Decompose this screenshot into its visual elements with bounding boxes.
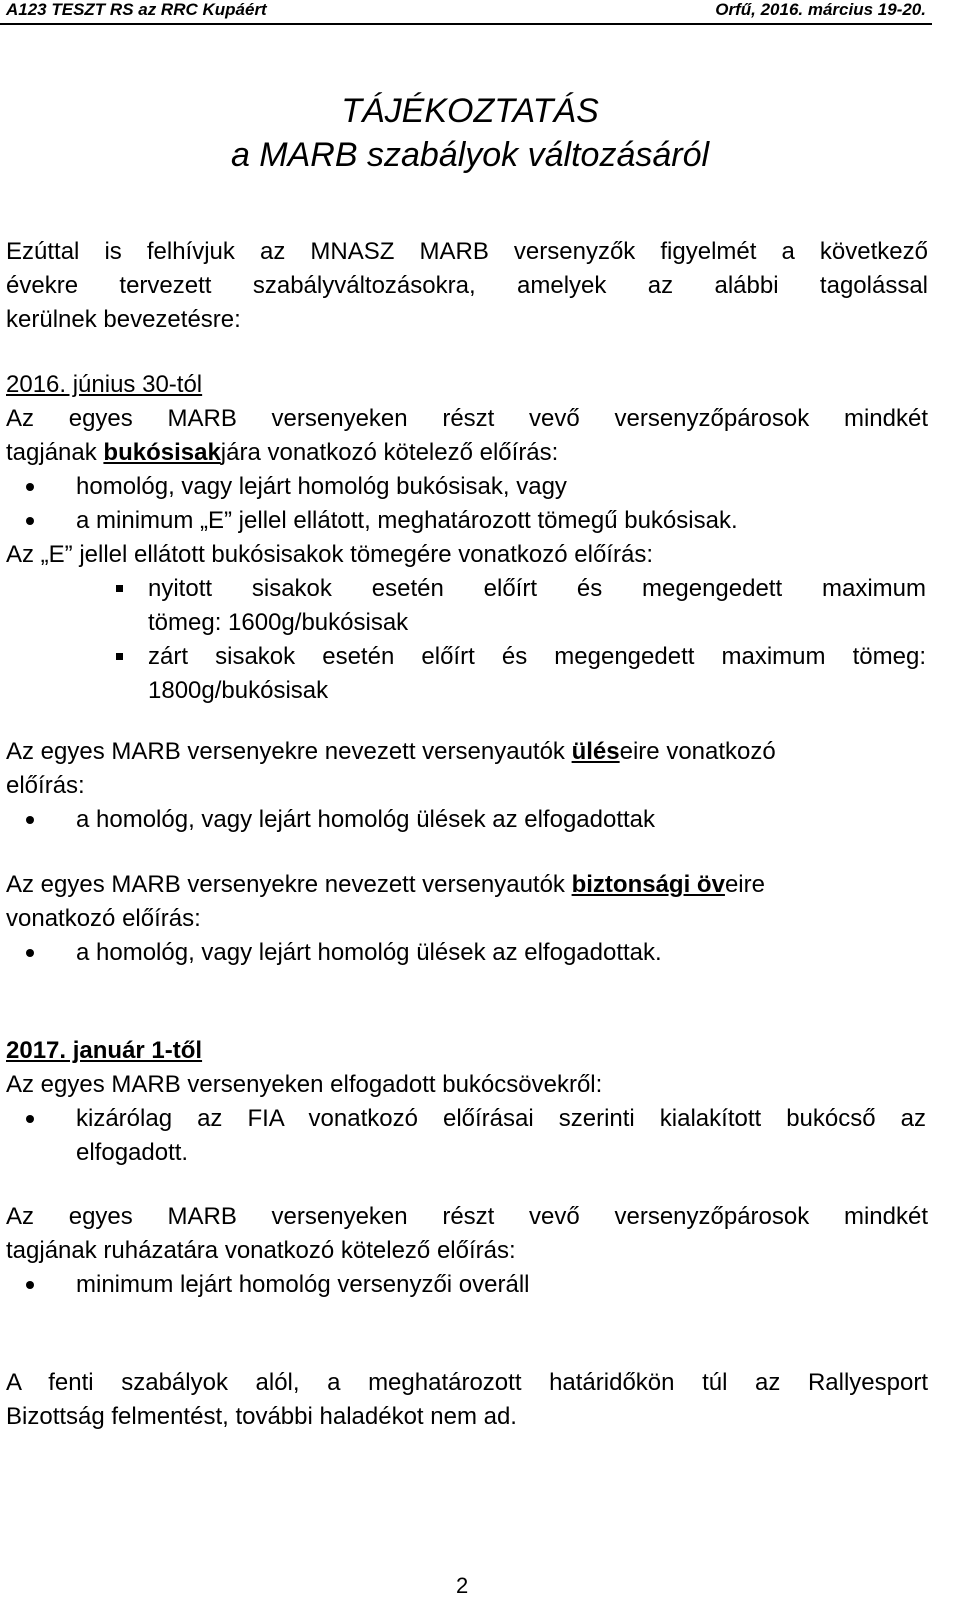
seats-line-1 [6, 735, 928, 769]
rollcage-intro: Az egyes MARB versenyeken elfogadott bukócsövekről: [6, 1071, 603, 1098]
intro-line-1 [6, 235, 928, 269]
seats-rule-paragraph [6, 735, 928, 803]
bullet-icon [26, 517, 34, 525]
intro-paragraph [6, 235, 928, 337]
seats-text: eire vonatkozó [619, 738, 776, 765]
bullet-icon [26, 816, 34, 824]
document-title: TÁJÉKOZTATÁS [341, 92, 599, 130]
list-item-text: homológ, vagy lejárt homológ bukósisak, vagy [76, 473, 567, 500]
list-item [76, 1268, 530, 1302]
section-heading: 2017. január 1-től [6, 1037, 203, 1064]
seats-text: Az egyes MARB versenyekre nevezett versenyautók [6, 738, 572, 765]
intro-line-2 [6, 269, 928, 303]
list-item [148, 640, 926, 708]
list-item-text: a homológ, vagy lejárt homológ ülések az elfogadottak [76, 806, 656, 833]
header-date-location: Orfű, 2016. március 19-20. [715, 0, 926, 19]
list-item-text: a minimum „E” jellel ellátott, meghatározott tömegű bukósisak. [76, 507, 738, 534]
closing-line-2: Bizottság felmentést, további haladékot nem ad. [6, 1403, 517, 1430]
intro-text: évekre tervezett szabályváltozásokra, amelyek az alábbi tagolással [6, 272, 928, 299]
list-item-text: tömeg: 1600g/bukósisak [148, 609, 409, 636]
square-bullet-icon [116, 585, 123, 592]
list-item-text: kizárólag az FIA vonatkozó előírásai szerinti kialakított bukócső az [76, 1105, 926, 1132]
helmet-line-1: Az egyes MARB versenyeken részt vevő versenyzőpárosok mindkét [6, 405, 928, 432]
intro-text: Ezúttal is felhívjuk az MNASZ MARB versenyzők figyelmét a következő [6, 238, 928, 265]
list-item-text: 1800g/bukósisak [148, 677, 329, 704]
seats-line-2: előírás: [6, 772, 85, 799]
list-item [76, 470, 567, 504]
list-item-text: minimum lejárt homológ versenyzői overáll [76, 1271, 530, 1298]
list-item [76, 803, 655, 837]
section-2016-heading [6, 368, 928, 402]
list-item-text: a homológ, vagy lejárt homológ ülések az elfogadottak. [76, 939, 662, 966]
section-2017-heading [6, 1034, 928, 1068]
helmet-text: tagjának [6, 439, 104, 466]
header-event-title: A123 TESZT RS az RRC Kupáért [6, 0, 267, 19]
belts-text: eire [724, 871, 765, 898]
closing-paragraph [6, 1366, 928, 1434]
page-number: 2 [456, 1573, 469, 1598]
helmet-rule-paragraph [6, 402, 928, 470]
document-subtitle: a MARB szabályok változásáról [230, 136, 710, 174]
belts-keyword: biztonsági öv [571, 871, 725, 898]
bullet-icon [26, 1115, 34, 1123]
square-bullet-icon [116, 653, 123, 660]
intro-line-3: kerülnek bevezetésre: [6, 306, 241, 333]
page-header [0, 0, 960, 20]
helmet-keyword: bukósisak [103, 439, 221, 466]
bullet-icon [26, 1281, 34, 1289]
helmet-line-2 [6, 436, 928, 470]
belts-line-2: vonatkozó előírás: [6, 905, 201, 932]
helmet-weight-intro: Az „E” jellel ellátott bukósisakok tömegére vonatkozó előírás: [6, 541, 653, 568]
belts-line-1 [6, 868, 928, 902]
helmet-text: jára vonatkozó kötelező előírás: [220, 439, 559, 466]
clothing-line-2: tagjának ruházatára vonatkozó kötelező előírás: [6, 1237, 516, 1264]
list-item [76, 936, 662, 970]
seats-keyword: ülés [571, 738, 620, 765]
belts-rule-paragraph [6, 868, 928, 936]
closing-line-1: A fenti szabályok alól, a meghatározott határidőkön túl az Rallyesport [6, 1369, 928, 1396]
header-divider [0, 23, 932, 25]
belts-text: Az egyes MARB versenyekre nevezett versenyautók [6, 871, 572, 898]
bullet-icon [26, 483, 34, 491]
list-item [148, 572, 926, 640]
list-item-text: elfogadott. [76, 1139, 189, 1166]
section-heading: 2016. június 30-tól [6, 371, 203, 398]
bullet-icon [26, 949, 34, 957]
list-item [76, 504, 738, 538]
clothing-line-1: Az egyes MARB versenyeken részt vevő versenyzőpárosok mindkét [6, 1203, 928, 1230]
list-item [76, 1102, 926, 1170]
clothing-rule-paragraph [6, 1200, 928, 1268]
list-item-text: nyitott sisakok esetén előírt és megengedett maximum [148, 575, 926, 602]
list-item-text: zárt sisakok esetén előírt és megengedett maximum tömeg: [148, 643, 926, 670]
